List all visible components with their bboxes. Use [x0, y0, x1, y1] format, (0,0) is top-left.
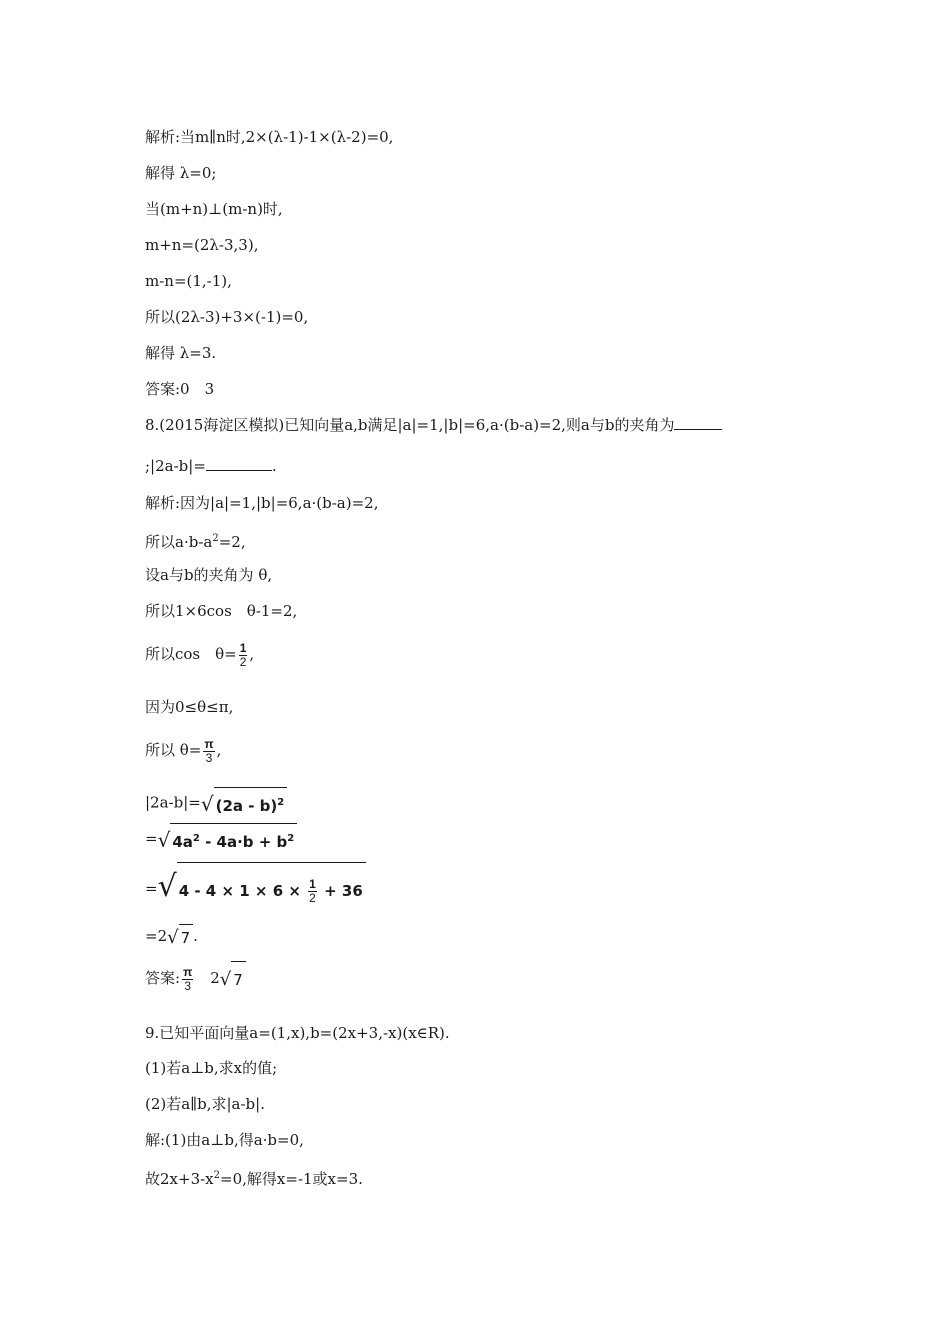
solution-text-end: =2, — [218, 533, 246, 551]
radicand: 7 — [231, 961, 246, 997]
solution-line-1: 解析:因为|a|=1,|b|=6,a·(b-a)=2, — [145, 494, 379, 512]
fraction-one-half — [308, 878, 317, 905]
sqrt-icon: √ — [157, 828, 171, 852]
radicand-text: 4a — [172, 833, 193, 851]
solution-text: 故2x+3-x — [145, 1170, 214, 1188]
equation-lhs: = — [145, 879, 158, 898]
denominator: 3 — [205, 750, 213, 765]
sqrt-icon: √ — [157, 869, 177, 904]
analysis-line-7: 解得 λ=3. — [145, 344, 217, 362]
radicand — [177, 862, 366, 917]
solution-line-6: 因为0≤θ≤π, — [145, 698, 234, 716]
numerator: π — [183, 964, 193, 979]
radicand-text: (2a - b) — [215, 797, 278, 815]
radicand — [170, 823, 297, 856]
superscript: 2 — [213, 1170, 221, 1181]
fraction-one-half — [239, 642, 248, 669]
equation-end: . — [193, 927, 198, 945]
question-9-part-1: (1)若a⊥b,求x的值; — [145, 1059, 278, 1077]
analysis-line-6: 所以(2λ-3)+3×(-1)=0, — [145, 308, 309, 326]
answer-value: 2 — [195, 969, 220, 987]
solution-line-7 — [145, 733, 221, 767]
radical — [158, 862, 366, 917]
question-8-line-1 — [145, 415, 722, 435]
radicand — [214, 787, 288, 820]
solution-text-end: =0,解得x=-1或x=3. — [220, 1170, 363, 1188]
answer-blank-2 — [206, 458, 272, 471]
numerator: 1 — [309, 877, 316, 891]
solution-text: 所以 θ= — [145, 741, 202, 759]
fraction-pi-third — [182, 966, 193, 993]
answer-blank-1 — [674, 417, 722, 430]
radicand-text-2: - 4a·b + b — [199, 833, 288, 851]
question-9-part-2: (2)若a∥b,求|a-b|. — [145, 1095, 265, 1113]
solution-text-end: , — [249, 645, 255, 663]
question-9-solution-1: 解:(1)由a⊥b,得a·b=0, — [145, 1131, 304, 1149]
analysis-line-3: 当(m+n)⊥(m-n)时, — [145, 200, 283, 218]
solution-text-end: , — [216, 741, 222, 759]
solution-text: 所以cos θ= — [145, 645, 237, 663]
sqrt-icon: √ — [200, 792, 214, 816]
denominator: 2 — [239, 654, 247, 669]
question-8-text-2: ;|2a-b|= — [145, 457, 206, 475]
analysis-line-5: m-n=(1,-1), — [145, 272, 232, 290]
question-9-solution-2 — [145, 1166, 363, 1189]
answer-line-7: 答案:0 3 — [145, 380, 215, 398]
superscript: 2 — [277, 797, 285, 808]
solution-line-2 — [145, 529, 246, 552]
superscript: 2 — [212, 533, 219, 544]
question-9: 9.已知平面向量a=(1,x),b=(2x+3,-x)(x∈R). — [145, 1024, 450, 1042]
answer-line-8 — [145, 961, 246, 997]
denominator: 2 — [309, 891, 316, 905]
solution-text: 所以a·b-a — [145, 533, 213, 551]
solution-line-5 — [145, 637, 254, 671]
denominator: 3 — [184, 978, 191, 993]
answer-label: 答案: — [145, 969, 181, 987]
equation-line-4 — [145, 924, 198, 950]
fraction-pi-third — [203, 738, 214, 765]
analysis-line-1: 解析:当m∥n时,2×(λ-1)-1×(λ-2)=0, — [145, 128, 394, 146]
equation-line-1 — [145, 787, 287, 820]
superscript: 2 — [192, 833, 200, 844]
question-8-end: . — [271, 457, 277, 475]
radical — [201, 787, 287, 820]
sqrt-icon: √ — [219, 969, 232, 990]
equation-lhs: = — [145, 829, 158, 848]
equation-line-3 — [145, 862, 366, 917]
equation-line-2 — [145, 823, 297, 856]
analysis-line-4: m+n=(2λ-3,3), — [145, 236, 259, 254]
numerator: 1 — [239, 640, 247, 655]
radicand-text-2: + 36 — [324, 882, 363, 900]
question-8-line-2 — [145, 456, 277, 476]
equation-lhs: =2 — [145, 927, 168, 945]
analysis-line-2: 解得 λ=0; — [145, 164, 217, 182]
numerator: π — [204, 736, 214, 751]
equation-lhs: |2a-b|= — [145, 793, 201, 812]
radicand-text: 4 - 4 × 1 × 6 × — [178, 882, 301, 900]
radical — [158, 823, 298, 856]
solution-line-4: 所以1×6cos θ-1=2, — [145, 602, 298, 620]
question-8-text: 8.(2015海淀区模拟)已知向量a,b满足|a|=1,|b|=6,a·(b-a)=2,则a与b的夹角为 — [145, 416, 675, 434]
solution-line-3: 设a与b的夹角为 θ, — [145, 566, 273, 584]
radicand: 7 — [179, 924, 194, 950]
radical — [220, 961, 246, 997]
sqrt-icon: √ — [167, 927, 179, 948]
superscript: 2 — [287, 833, 295, 844]
radical — [167, 924, 193, 950]
